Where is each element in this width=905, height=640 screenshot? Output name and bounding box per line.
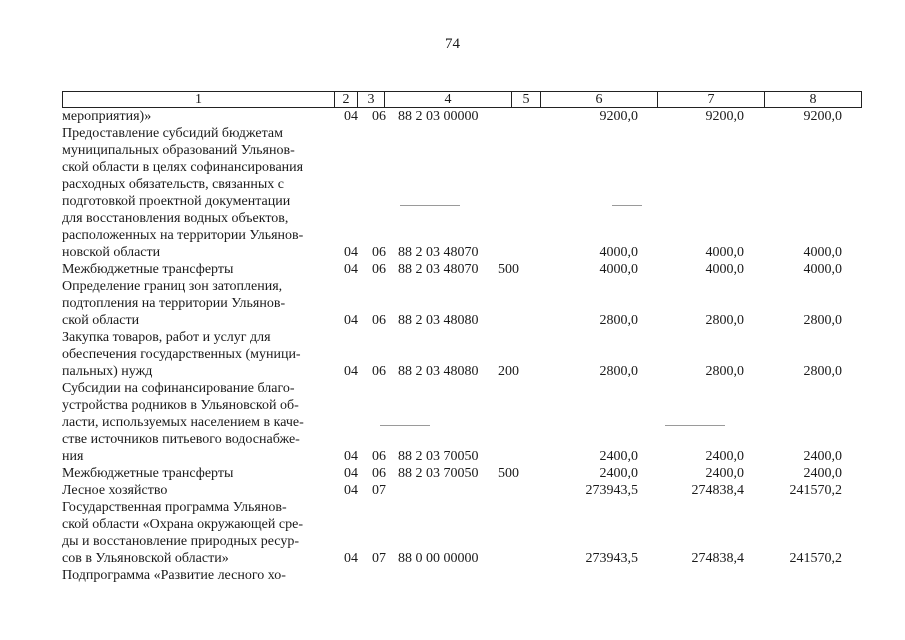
description-line: Определение границ зон затопления, <box>62 279 283 294</box>
subsection-code: 06 <box>372 109 386 124</box>
row-description <box>62 567 332 584</box>
table-row <box>62 125 852 261</box>
description-line: расположенных на территории Ульянов- <box>62 228 304 243</box>
amount-year-1: 273943,5 <box>585 483 638 498</box>
section-code: 04 <box>344 449 358 464</box>
description-line: Подпрограмма «Развитие лесного хо- <box>62 568 286 583</box>
amount-year-3: 241570,2 <box>789 551 842 566</box>
section-code: 04 <box>344 364 358 379</box>
amount-year-1: 2400,0 <box>599 449 638 464</box>
description-line: стве источников питьевого водоснабже- <box>62 432 300 447</box>
amount-year-3: 2800,0 <box>803 364 842 379</box>
description-line: Субсидии на софинансирование благо- <box>62 381 295 396</box>
description-line: Межбюджетные трансферты <box>62 262 234 277</box>
subsection-code: 06 <box>372 245 386 260</box>
header-col-1: 1 <box>63 92 335 108</box>
amount-year-2: 274838,4 <box>691 551 744 566</box>
amount-year-2: 274838,4 <box>691 483 744 498</box>
scan-artifact <box>400 205 460 206</box>
header-col-4: 4 <box>385 92 512 108</box>
amount-year-1: 273943,5 <box>585 551 638 566</box>
table-row <box>62 108 852 125</box>
description-line: ния <box>62 449 84 464</box>
header-col-8: 8 <box>765 92 862 108</box>
subsection-code: 06 <box>372 262 386 277</box>
table-row <box>62 499 852 567</box>
target-article-code: 88 2 03 48070 <box>398 245 479 260</box>
header-col-6: 6 <box>541 92 658 108</box>
subsection-code: 07 <box>372 483 386 498</box>
target-article-code: 88 2 03 00000 <box>398 109 479 124</box>
target-article-code: 88 2 03 48080 <box>398 313 479 328</box>
header-col-7: 7 <box>658 92 765 108</box>
description-line: ды и восстановление природных ресур- <box>62 534 299 549</box>
subsection-code: 06 <box>372 449 386 464</box>
amount-year-2: 2400,0 <box>705 449 744 464</box>
amount-year-2: 2800,0 <box>705 364 744 379</box>
table-row <box>62 482 852 499</box>
target-article-code: 88 2 03 70050 <box>398 466 479 481</box>
scan-artifact <box>380 425 430 426</box>
section-code: 04 <box>344 466 358 481</box>
expense-type-code: 500 <box>498 466 519 481</box>
amount-year-1: 4000,0 <box>599 262 638 277</box>
section-code: 04 <box>344 313 358 328</box>
amount-year-1: 2800,0 <box>599 313 638 328</box>
table-row <box>62 380 852 465</box>
row-description <box>62 482 332 499</box>
amount-year-1: 2800,0 <box>599 364 638 379</box>
description-line: муниципальных образований Ульянов- <box>62 143 295 158</box>
header-col-5: 5 <box>512 92 541 108</box>
amount-year-2: 4000,0 <box>705 245 744 260</box>
expense-type-code: 500 <box>498 262 519 277</box>
section-code: 04 <box>344 551 358 566</box>
description-line: Предоставление субсидий бюджетам <box>62 126 283 141</box>
description-line: новской области <box>62 245 161 260</box>
row-description <box>62 108 332 125</box>
description-line: ской области «Охрана окружающей сре- <box>62 517 303 532</box>
expense-type-code: 200 <box>498 364 519 379</box>
description-line: ласти, используемых населением в каче- <box>62 415 304 430</box>
table-row <box>62 465 852 482</box>
description-line: ской области <box>62 313 140 328</box>
header-col-3: 3 <box>358 92 385 108</box>
description-line: ской области в целях софинансирования <box>62 160 304 175</box>
amount-year-2: 4000,0 <box>705 262 744 277</box>
description-line: Межбюджетные трансферты <box>62 466 234 481</box>
page-number: 74 <box>445 36 460 52</box>
amount-year-3: 9200,0 <box>803 109 842 124</box>
row-description <box>62 125 332 261</box>
amount-year-3: 2800,0 <box>803 313 842 328</box>
target-article-code: 88 0 00 00000 <box>398 551 479 566</box>
target-article-code: 88 2 03 70050 <box>398 449 479 464</box>
subsection-code: 06 <box>372 313 386 328</box>
row-description <box>62 261 332 278</box>
scan-artifact <box>665 425 725 426</box>
row-description <box>62 465 332 482</box>
description-line: пальных) нужд <box>62 364 153 379</box>
row-description <box>62 278 332 329</box>
section-code: 04 <box>344 483 358 498</box>
description-line: для восстановления водных объектов, <box>62 211 289 226</box>
description-line: подготовкой проектной документации <box>62 194 291 209</box>
amount-year-3: 241570,2 <box>789 483 842 498</box>
description-line: расходных обязательств, связанных с <box>62 177 284 192</box>
amount-year-3: 4000,0 <box>803 262 842 277</box>
section-code: 04 <box>344 245 358 260</box>
table-body <box>62 108 852 584</box>
description-line: Государственная программа Ульянов- <box>62 500 287 515</box>
subsection-code: 07 <box>372 551 386 566</box>
subsection-code: 06 <box>372 466 386 481</box>
description-line: Лесное хозяйство <box>62 483 168 498</box>
target-article-code: 88 2 03 48070 <box>398 262 479 277</box>
table-header <box>62 91 862 108</box>
section-code: 04 <box>344 109 358 124</box>
amount-year-2: 2800,0 <box>705 313 744 328</box>
amount-year-3: 2400,0 <box>803 449 842 464</box>
row-description <box>62 499 332 567</box>
description-line: мероприятия)» <box>62 109 152 124</box>
description-line: обеспечения государственных (муници- <box>62 347 301 362</box>
section-code: 04 <box>344 262 358 277</box>
table-row <box>62 329 852 380</box>
amount-year-1: 9200,0 <box>599 109 638 124</box>
description-line: подтопления на территории Ульянов- <box>62 296 286 311</box>
amount-year-1: 4000,0 <box>599 245 638 260</box>
amount-year-3: 2400,0 <box>803 466 842 481</box>
table-row <box>62 278 852 329</box>
amount-year-2: 2400,0 <box>705 466 744 481</box>
amount-year-2: 9200,0 <box>705 109 744 124</box>
scan-artifact <box>612 205 642 206</box>
row-description <box>62 380 332 465</box>
table-row <box>62 261 852 278</box>
target-article-code: 88 2 03 48080 <box>398 364 479 379</box>
amount-year-1: 2400,0 <box>599 466 638 481</box>
header-col-2: 2 <box>335 92 358 108</box>
row-description <box>62 329 332 380</box>
description-line: Закупка товаров, работ и услуг для <box>62 330 271 345</box>
table-row <box>62 567 852 584</box>
subsection-code: 06 <box>372 364 386 379</box>
amount-year-3: 4000,0 <box>803 245 842 260</box>
description-line: сов в Ульяновской области» <box>62 551 229 566</box>
description-line: устройства родников в Ульяновской об- <box>62 398 299 413</box>
